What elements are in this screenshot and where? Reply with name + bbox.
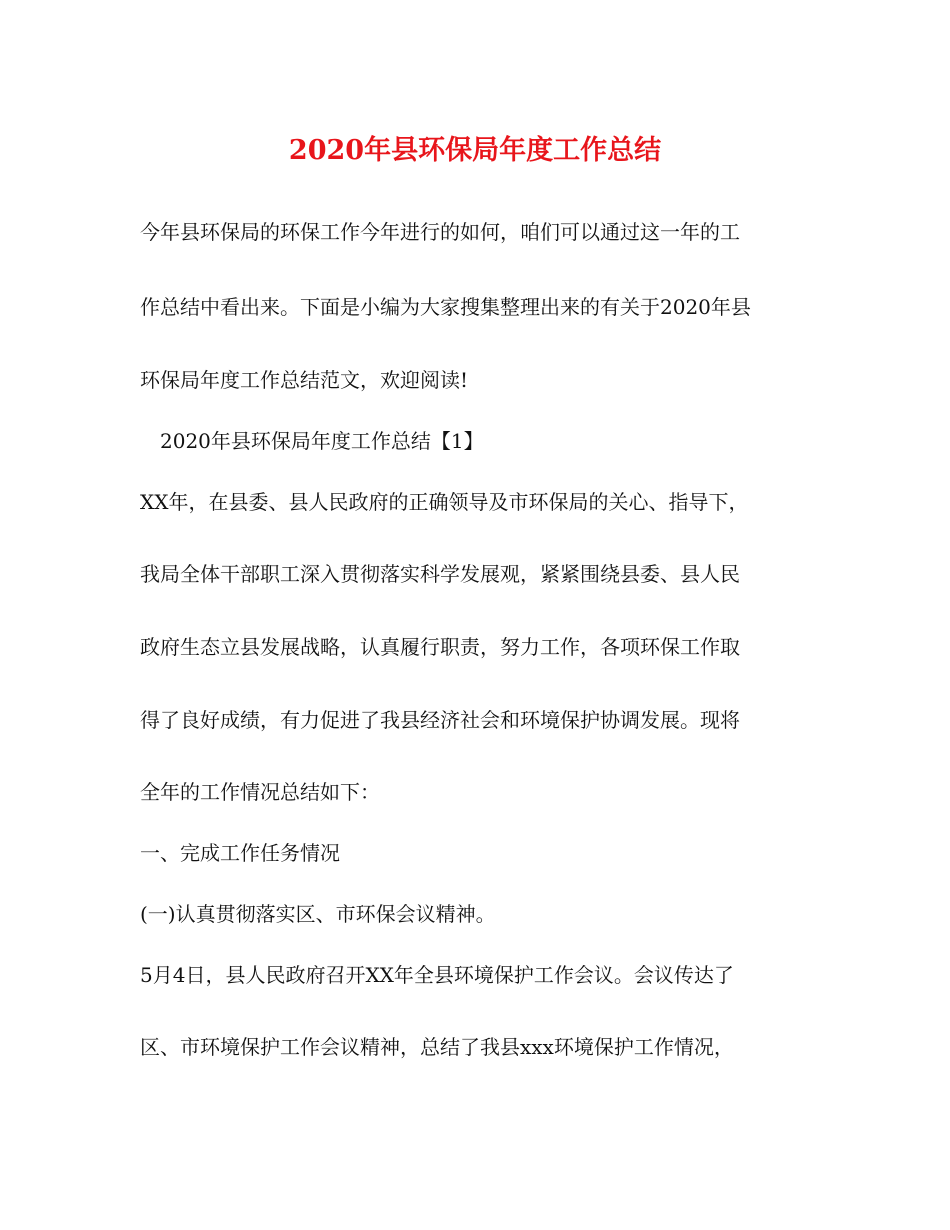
paragraph-line: XX年，在县委、县人民政府的正确领导及市环保局的关心、指导下， (140, 490, 749, 514)
paragraph-line: 作总结中看出来。下面是小编为大家搜集整理出来的有关于2020年县 (140, 295, 751, 319)
paragraph-line: 我局全体干部职工深入贯彻落实科学发展观，紧紧围绕县委、县人民 (140, 562, 740, 586)
subsection-heading: (一)认真贯彻落实区、市环保会议精神。 (140, 902, 496, 926)
section-heading: 一、完成工作任务情况 (140, 841, 340, 865)
paragraph-line: 得了良好成绩，有力促进了我县经济社会和环境保护协调发展。现将 (140, 708, 740, 732)
paragraph-line: 政府生态立县发展战略，认真履行职责，努力工作，各项环保工作取 (140, 635, 740, 659)
paragraph-line: 区、市环境保护工作会议精神，总结了我县xxx环境保护工作情况， (140, 1035, 734, 1059)
section-heading: 2020年县环保局年度工作总结【1】 (160, 429, 484, 453)
paragraph-line: 5月4日，县人民政府召开XX年全县环境保护工作会议。会议传达了 (140, 963, 734, 987)
document-title: 2020年县环保局年度工作总结 (288, 135, 662, 166)
paragraph-line: 全年的工作情况总结如下： (140, 780, 380, 804)
paragraph-line: 环保局年度工作总结范文，欢迎阅读! (140, 368, 469, 392)
paragraph-line: 今年县环保局的环保工作今年进行的如何，咱们可以通过这一年的工 (140, 220, 740, 244)
